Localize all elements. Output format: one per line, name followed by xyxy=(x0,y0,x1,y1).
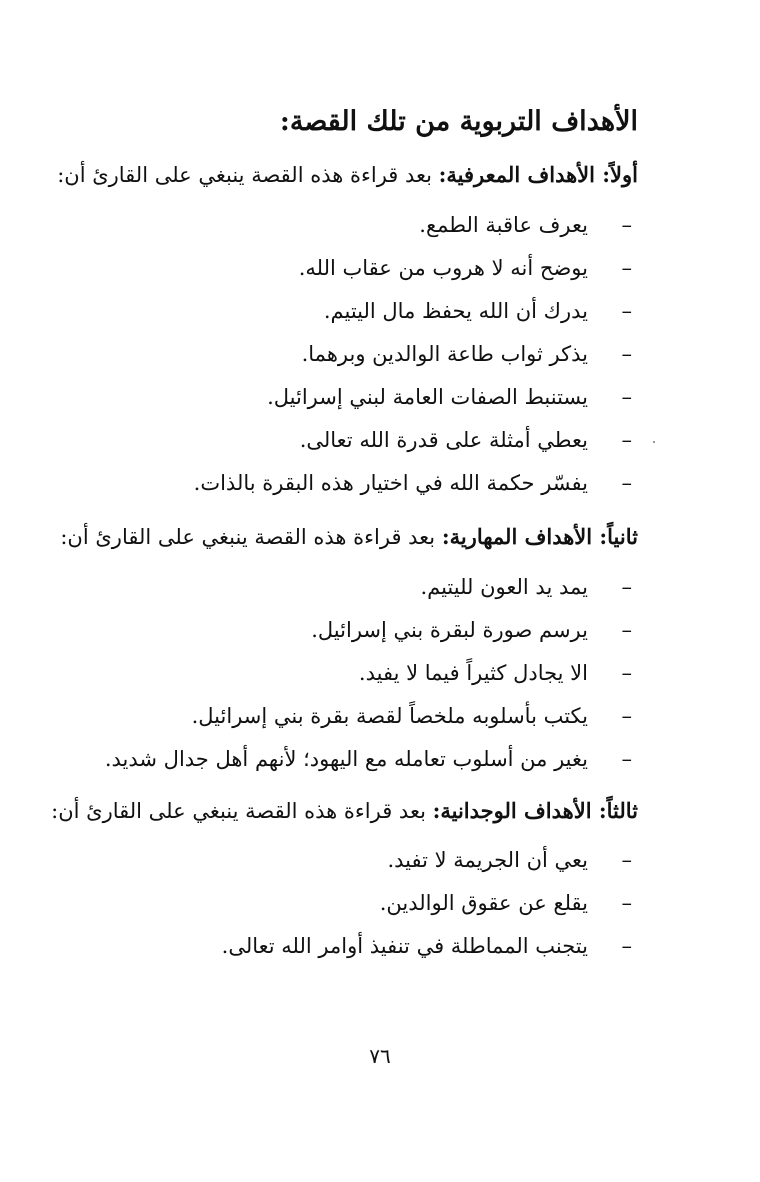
bullet-dash: – xyxy=(621,256,632,280)
bullet-dash: – xyxy=(621,428,632,452)
section-affective xyxy=(51,798,638,823)
list-item xyxy=(323,299,632,323)
section-title: ثالثاً: الأهداف الوجدانية: xyxy=(432,798,638,823)
section-intro: بعد قراءة هذه القصة ينبغي على القارئ أن: xyxy=(60,525,442,549)
list-item xyxy=(387,848,632,872)
list-item xyxy=(358,661,632,685)
item-text: يتجنب المماطلة في تنفيذ أوامر الله تعالى. xyxy=(221,934,588,958)
item-text: يفسّر حكمة الله في اختيار هذه البقرة بالذات. xyxy=(193,471,588,495)
item-text: يمد يد العون لليتيم. xyxy=(420,575,588,599)
bullet-dash: – xyxy=(621,661,632,685)
list-item xyxy=(267,385,632,409)
section-intro: بعد قراءة هذه القصة ينبغي على القارئ أن: xyxy=(51,799,433,823)
section-title: ثانياً: الأهداف المهارية: xyxy=(441,524,638,549)
list-item xyxy=(299,428,632,452)
section-title: أولاً: الأهداف المعرفية: xyxy=(438,162,638,187)
scan-speck xyxy=(653,441,655,443)
item-text: يذكر ثواب طاعة الوالدين وبرهما. xyxy=(301,342,588,366)
item-text: يعطي أمثلة على قدرة الله تعالى. xyxy=(299,428,588,452)
list-item xyxy=(191,704,632,728)
bullet-dash: – xyxy=(621,342,632,366)
list-item xyxy=(104,747,632,771)
item-text: يعي أن الجريمة لا تفيد. xyxy=(387,848,588,872)
bullet-dash: – xyxy=(621,575,632,599)
list-item xyxy=(221,934,632,958)
bullet-dash: – xyxy=(621,385,632,409)
item-text: يدرك أن الله يحفظ مال اليتيم. xyxy=(323,299,588,323)
bullet-dash: – xyxy=(621,934,632,958)
bullet-dash: – xyxy=(621,891,632,915)
section-intro: بعد قراءة هذه القصة ينبغي على القارئ أن: xyxy=(57,163,439,187)
item-text: يستنبط الصفات العامة لبني إسرائيل. xyxy=(267,385,588,409)
item-text: يعرف عاقبة الطمع. xyxy=(419,213,588,237)
list-item xyxy=(311,618,632,642)
bullet-dash: – xyxy=(621,213,632,237)
list-item xyxy=(419,213,632,237)
bullet-dash: – xyxy=(621,618,632,642)
item-text: يرسم صورة لبقرة بني إسرائيل. xyxy=(311,618,588,642)
item-text: يكتب بأسلوبه ملخصاً لقصة بقرة بني إسرائيل. xyxy=(191,704,588,728)
item-text: يوضح أنه لا هروب من عقاب الله. xyxy=(298,256,588,280)
section-cognitive xyxy=(57,162,638,187)
bullet-dash: – xyxy=(621,848,632,872)
bullet-dash: – xyxy=(621,747,632,771)
list-item xyxy=(379,891,632,915)
page-heading: الأهداف التربوية من تلك القصة: xyxy=(279,106,638,137)
page-number: ٧٦ xyxy=(369,1044,391,1068)
bullet-dash: – xyxy=(621,299,632,323)
bullet-dash: – xyxy=(621,471,632,495)
list-item xyxy=(193,471,632,495)
list-item xyxy=(298,256,632,280)
item-text: يقلع عن عقوق الوالدين. xyxy=(379,891,588,915)
list-item xyxy=(301,342,632,366)
item-text: الا يجادل كثيراً فيما لا يفيد. xyxy=(358,661,588,685)
bullet-dash: – xyxy=(621,704,632,728)
section-skills xyxy=(60,524,638,549)
item-text: يغير من أسلوب تعامله مع اليهود؛ لأنهم أهل جدال شديد. xyxy=(104,747,588,771)
list-item xyxy=(420,575,632,599)
